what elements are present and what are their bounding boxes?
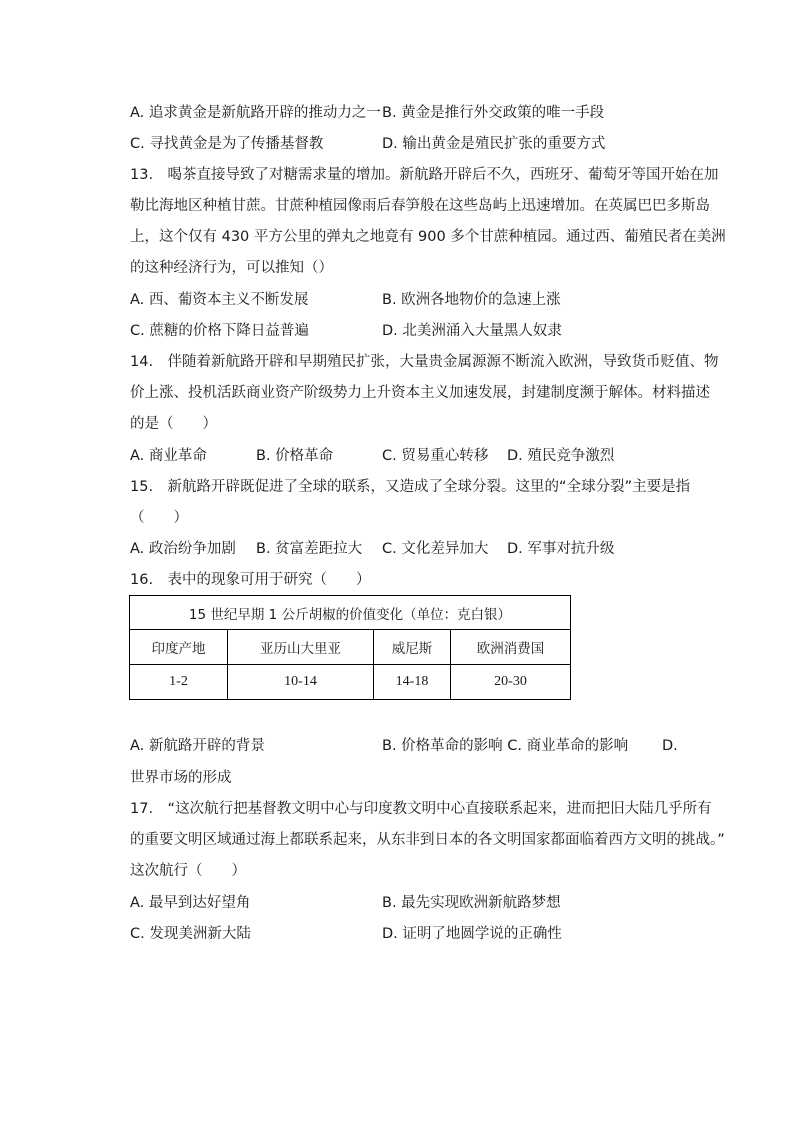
q13-stem-line: 勒比海地区种植甘蔗。甘蔗种植园像雨后春笋般在这些岛屿上迅速增加。在英属巴巴多斯岛	[130, 198, 710, 214]
q17-option-d: D. 证明了地圆学说的正确性	[382, 926, 562, 942]
q15-stem-line: （ ）	[130, 510, 188, 526]
q14-option-c: C. 贸易重心转移	[382, 448, 489, 464]
table-value-cell: 10-14	[228, 665, 374, 700]
q17-option-b: B. 最先实现欧洲新航路梦想	[382, 895, 561, 911]
q16-option-b-c: B. 价格革命的影响 C. 商业革命的影响	[382, 738, 629, 754]
q16-option-d-text: 世界市场的形成	[130, 770, 232, 786]
q16-stem: 16. 表中的现象可用于研究（ ）	[130, 572, 371, 588]
q12-option-d: D. 输出黄金是殖民扩张的重要方式	[382, 136, 606, 152]
q17-stem-line: 17. “这次航行把基督教文明中心与印度教文明中心直接联系起来，进而把旧大陆几乎所有	[130, 801, 712, 817]
q16-option-a: A. 新航路开辟的背景	[130, 738, 265, 754]
q15-option-b: B. 贫富差距拉大	[256, 541, 363, 557]
pepper-price-table	[129, 595, 571, 700]
q12-option-a: A. 追求黄金是新航路开辟的推动力之一	[130, 105, 381, 121]
q14-stem-line: 价上涨、投机活跃商业资产阶级势力上升资本主义加速发展，封建制度濒于解体。材料描述	[130, 385, 710, 401]
q17-option-c: C. 发现美洲新大陆	[130, 926, 251, 942]
q15-option-d: D. 军事对抗升级	[507, 541, 615, 557]
table-header-cell: 亚历山大里亚	[228, 630, 374, 665]
q13-stem-line: 上，这个仅有 430 平方公里的弹丸之地竟有 900 多个甘蔗种植园。通过西、葡殖民者在美洲	[130, 229, 726, 245]
table-value-cell: 1-2	[130, 665, 228, 700]
q17-stem-line: 这次航行（ ）	[130, 863, 246, 879]
table-header-cell: 印度产地	[130, 630, 228, 665]
table-header-cell: 欧洲消费国	[451, 630, 571, 665]
q12-option-b: B. 黄金是推行外交政策的唯一手段	[382, 105, 605, 121]
q12-option-c: C. 寻找黄金是为了传播基督教	[130, 136, 324, 152]
q13-option-b: B. 欧洲各地物价的急速上涨	[382, 292, 561, 308]
q14-stem-line: 的是（ ）	[130, 416, 217, 432]
q14-option-b: B. 价格革命	[256, 448, 334, 464]
q14-option-d: D. 殖民竞争激烈	[507, 448, 615, 464]
table-value-cell: 14-18	[374, 665, 451, 700]
q15-option-c: C. 文化差异加大	[382, 541, 489, 557]
table-caption: 15 世纪早期 1 公斤胡椒的价值变化（单位：克白银）	[130, 596, 571, 630]
q17-option-a: A. 最早到达好望角	[130, 895, 251, 911]
q16-option-d: D.	[662, 738, 678, 754]
table-value-cell: 20-30	[451, 665, 571, 700]
q14-stem-line: 14. 伴随着新航路开辟和早期殖民扩张，大量贵金属源源不断流入欧洲，导致货币贬值、物	[130, 354, 719, 370]
q13-option-a: A. 西、葡资本主义不断发展	[130, 292, 309, 308]
q13-stem-line: 的这种经济行为，可以推知（）	[130, 260, 333, 276]
q17-stem-line: 的重要文明区域通过海上都联系起来，从东非到日本的各文明国家都面临着西方文明的挑战。”	[130, 832, 725, 848]
q13-stem-line: 13. 喝茶直接导致了对糖需求量的增加。新航路开辟后不久，西班牙、葡萄牙等国开始在加	[130, 167, 719, 183]
table-header-cell: 威尼斯	[374, 630, 451, 665]
q15-option-a: A. 政治纷争加剧	[130, 541, 236, 557]
q13-option-c: C. 蔗糖的价格下降日益普遍	[130, 323, 309, 339]
q15-stem-line: 15. 新航路开辟既促进了全球的联系，又造成了全球分裂。这里的“全球分裂”主要是指	[130, 479, 691, 495]
q13-option-d: D. 北美洲涌入大量黑人奴隶	[382, 323, 562, 339]
q14-option-a: A. 商业革命	[130, 448, 207, 464]
